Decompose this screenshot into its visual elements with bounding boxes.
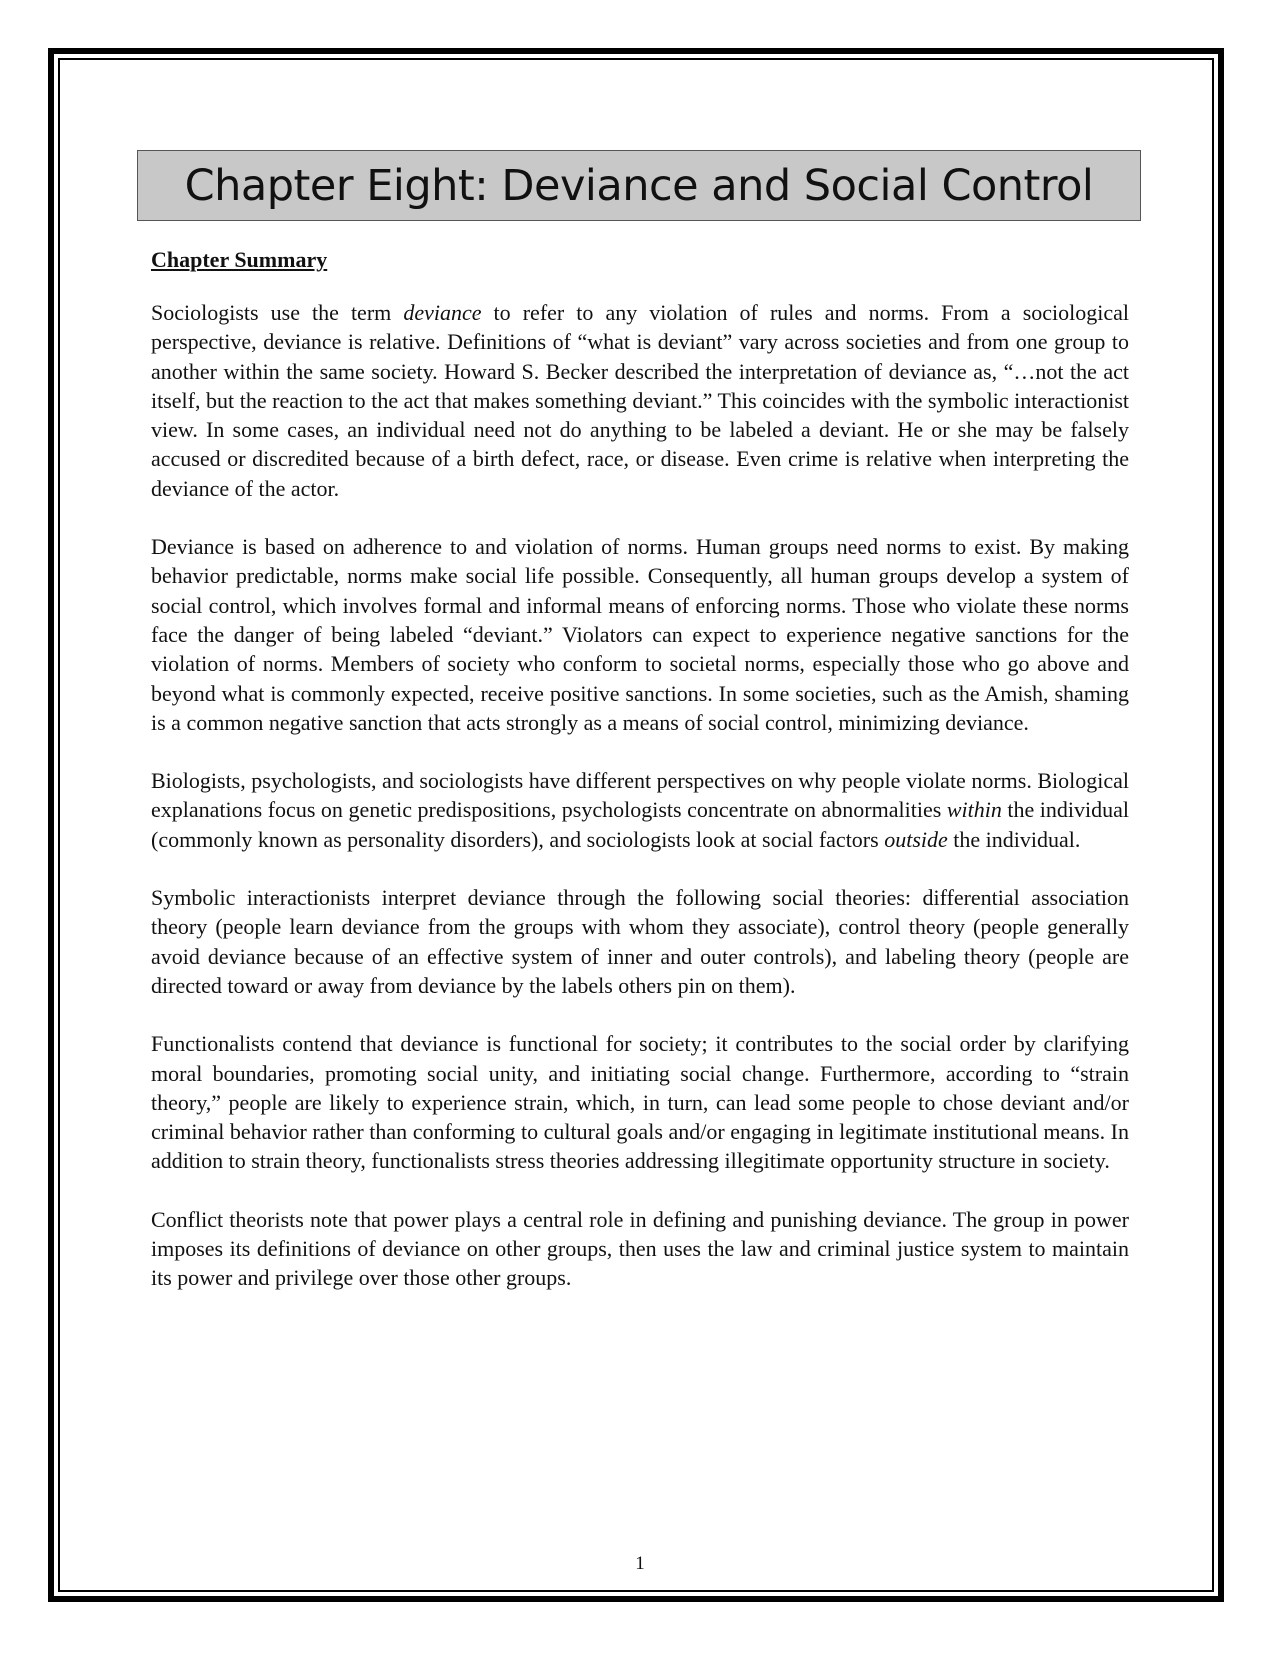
document-body xyxy=(151,245,1129,1322)
emphasized-term: outside xyxy=(884,826,948,852)
paragraph-text: the individual (commonly known as personality disorders), and sociologists look at social factors xyxy=(151,797,1129,852)
summary-paragraph xyxy=(151,883,1129,1000)
paragraph-text: Symbolic interactionists interpret deviance through the following social theories: differential association theory (people learn deviance from the groups with whom they associate), control theory (people generally avoid deviance because of an effective system of inner and outer controls), and labeling theory (people are directed toward or away from deviance by the labels others pin on them). xyxy=(151,885,1129,998)
summary-paragraph xyxy=(151,532,1129,737)
summary-paragraph xyxy=(151,766,1129,854)
paragraph-list xyxy=(151,298,1129,1293)
chapter-title: Chapter Eight: Deviance and Social Control xyxy=(184,160,1094,211)
paragraph-text: Functionalists contend that deviance is functional for society; it contributes to the social order by clarifying moral boundaries, promoting social unity, and initiating social change. Furthermore, according to “strain theory,” people are likely to experience strain, which, in turn, can lead some people to chose deviant and/or criminal behavior rather than conforming to cultural goals and/or engaging in legitimate institutional means. In addition to strain theory, functionalists stress theories addressing illegitimate opportunity structure in society. xyxy=(151,1031,1129,1174)
paragraph-text: Sociologists use the term xyxy=(151,300,404,325)
chapter-title-box xyxy=(137,150,1141,221)
paragraph-text: the individual. xyxy=(947,826,1081,852)
summary-paragraph xyxy=(151,1029,1129,1175)
emphasized-term: within xyxy=(946,797,1002,823)
page-number: 1 xyxy=(635,1553,645,1574)
paragraph-text: Conflict theorists note that power plays a central role in defining and punishing deviance. The group in power imposes its definitions of deviance on other groups, then uses the law and criminal justice system to maintain its power and privilege over those other groups. xyxy=(151,1206,1129,1291)
paragraph-text: Deviance is based on adherence to and violation of norms. Human groups need norms to exist. By making behavior predictable, norms make social life possible. Consequently, all human groups develop a system of social control, which involves formal and informal means of enforcing norms. Those who violate these norms face the danger of being labeled “deviant.” Violators can expect to experience negative sanctions for the violation of norms. Members of society who conform to societal norms, especially those who go above and beyond what is commonly expected, receive positive sanctions. In some societies, such as the Amish, shaming is a common negative sanction that acts strongly as a means of social control, minimizing deviance. xyxy=(151,534,1129,735)
paragraph-text: to refer to any violation of rules and norms. From a sociological perspective, deviance is relative. Definitions of “what is deviant” vary across societies and from one group to another within the same society. Howard S. Becker described the interpretation of deviance as, “…not the act itself, but the reaction to the act that makes something deviant.” This coincides with the symbolic interactionist view. In some cases, an individual need not do anything to be labeled a deviant. He or she may be falsely accused or discredited because of a birth defect, race, or disease. Even crime is relative when interpreting the deviance of the actor. xyxy=(151,300,1130,501)
emphasized-term: deviance xyxy=(403,300,482,325)
summary-paragraph xyxy=(151,1205,1129,1293)
summary-paragraph xyxy=(151,298,1129,503)
section-heading: Chapter Summary xyxy=(151,247,328,272)
paragraph-text: Biologists, psychologists, and sociologists have different perspectives on why people violate norms. Biological explanations focus on genetic predispositions, psychologists concentrate on abnormalities xyxy=(151,768,1129,823)
